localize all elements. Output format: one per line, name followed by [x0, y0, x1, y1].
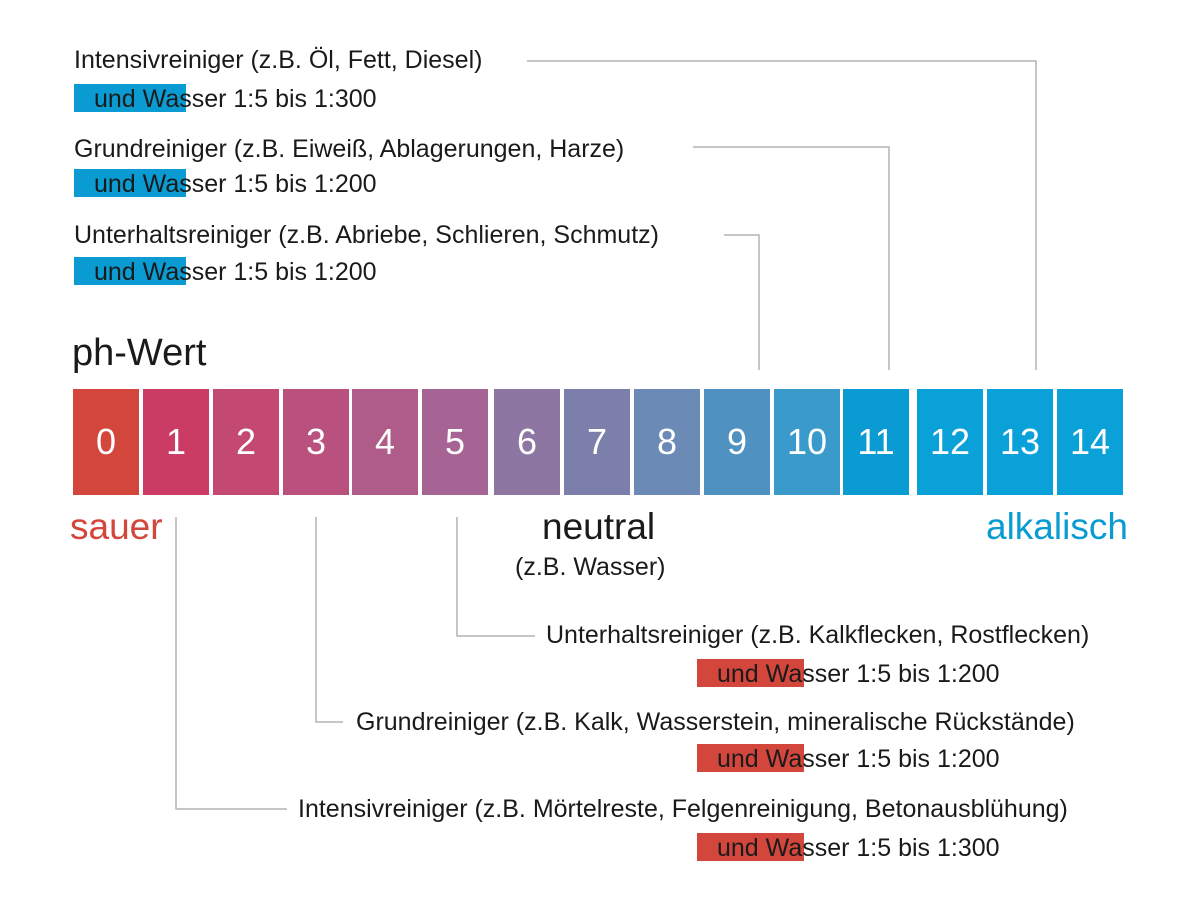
ph-cell-14: [1057, 389, 1123, 495]
dilution-text: und Wasser 1:5 bis 1:300: [717, 834, 1000, 862]
ph-cell-3: [283, 389, 349, 495]
neutral-label: neutral: [542, 506, 656, 547]
ph-cell-4: [352, 389, 418, 495]
acidic-label: sauer: [70, 506, 163, 547]
connector-acidic-intensive: [176, 517, 287, 809]
acidic-cleaner-title: Grundreiniger (z.B. Kalk, Wasserstein, mineralische Rückstände): [356, 708, 1075, 736]
ph-cell-5: [422, 389, 488, 495]
dilution-text: und Wasser 1:5 bis 1:200: [94, 258, 377, 286]
ph-value: 2: [235, 421, 257, 462]
alkaline-cleaner-title: Grundreiniger (z.B. Eiweiß, Ablagerungen, Harze): [74, 135, 625, 163]
dilution-text: und Wasser 1:5 bis 1:300: [94, 85, 377, 113]
ph-value: 12: [929, 421, 971, 462]
alkaline-cleaner-title: Unterhaltsreiniger (z.B. Abriebe, Schlieren, Schmutz): [74, 221, 659, 249]
alkaline-cleaner-title: Intensivreiniger (z.B. Öl, Fett, Diesel): [74, 46, 483, 74]
ph-cell-2: [213, 389, 279, 495]
dilution-text: und Wasser 1:5 bis 1:200: [94, 170, 377, 198]
neutral-example: (z.B. Wasser): [515, 553, 666, 581]
ph-cell-8: [634, 389, 700, 495]
connector-alkaline-basic: [693, 147, 889, 370]
connector-alkaline-intensive: [527, 61, 1036, 370]
alkaline-dilution-row: [74, 169, 434, 197]
ph-cell-9: [704, 389, 770, 495]
alkaline-dilution-row: [74, 84, 434, 112]
alkaline-dilution-row: [74, 257, 434, 285]
ph-value: 11: [857, 421, 895, 462]
ph-value: 13: [999, 421, 1041, 462]
ph-cell-11: [843, 389, 909, 495]
ph-value: 6: [516, 421, 538, 462]
ph-value: 9: [726, 421, 748, 462]
connector-acidic-basic: [316, 517, 343, 722]
ph-cell-13: [987, 389, 1053, 495]
acidic-dilution-row: [697, 833, 1057, 861]
connector-alkaline-maintenance: [724, 235, 759, 370]
dilution-text: und Wasser 1:5 bis 1:200: [717, 660, 1000, 688]
ph-cell-0: [73, 389, 139, 495]
acidic-cleaner-title: Unterhaltsreiniger (z.B. Kalkflecken, Rostflecken): [546, 621, 1090, 649]
ph-value: 4: [374, 421, 396, 462]
acidic-cleaner-title: Intensivreiniger (z.B. Mörtelreste, Felgenreinigung, Betonausblühung): [298, 795, 1068, 823]
ph-value: 8: [656, 421, 678, 462]
ph-value: 5: [444, 421, 466, 462]
ph-value: 3: [305, 421, 327, 462]
alkaline-label: alkalisch: [986, 506, 1128, 547]
acidic-dilution-row: [697, 659, 1057, 687]
dilution-text: und Wasser 1:5 bis 1:200: [717, 745, 1000, 773]
ph-value: 0: [95, 421, 117, 462]
ph-cell-10: [774, 389, 840, 495]
ph-value: 14: [1069, 421, 1111, 462]
ph-cell-1: [143, 389, 209, 495]
ph-cell-6: [494, 389, 560, 495]
ph-value: 10: [786, 421, 828, 462]
ph-cell-7: [564, 389, 630, 495]
ph-value: 1: [165, 421, 187, 462]
ph-value: 7: [586, 421, 608, 462]
ph-cell-12: [917, 389, 983, 495]
ph-scale-title: ph-Wert: [72, 332, 207, 374]
acidic-dilution-row: [697, 744, 1057, 772]
